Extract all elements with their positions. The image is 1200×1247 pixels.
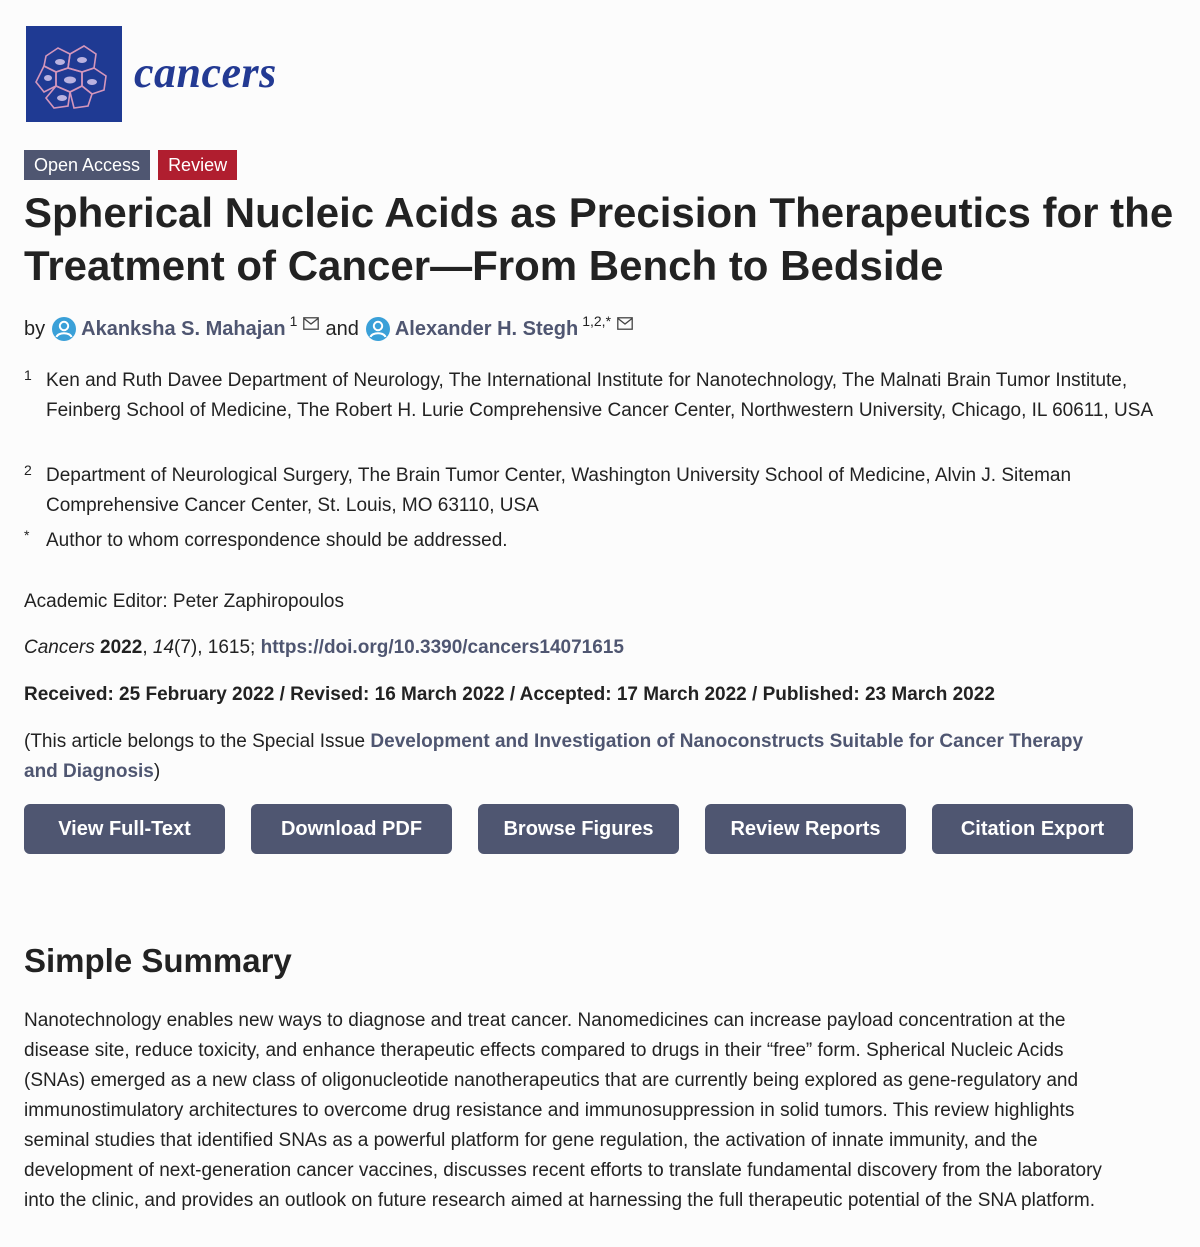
citation-year: 2022 <box>100 637 143 658</box>
citation-line: Cancers 2022, 14(7), 1615; https://doi.org/10.3390/cancers14071615 <box>24 637 624 658</box>
author-affiliation-sup: 1,2,* <box>582 313 612 329</box>
citation-journal: Cancers <box>24 637 95 658</box>
person-icon[interactable] <box>51 316 77 342</box>
special-issue-link-cont[interactable]: and Diagnosis <box>24 761 154 782</box>
summary-line: development of next-generation cancer vaccines, discusses recent efforts to translate fundamental discovery from the laboratory <box>24 1160 1102 1181</box>
affiliation <box>24 526 1174 556</box>
review-reports-button[interactable]: Review Reports <box>705 804 906 854</box>
summary-line: disease site, reduce toxicity, and enhance therapeutic effects compared to drugs in their “free” form. Spherical Nucleic Acids <box>24 1040 1064 1061</box>
email-icon[interactable] <box>303 317 319 330</box>
article-dates: Received: 25 February 2022 / Revised: 16 March 2022 / Accepted: 17 March 2022 / Published: 23 March 2022 <box>24 684 995 705</box>
affiliation <box>24 461 1174 521</box>
affiliation-number: 2 <box>24 462 32 478</box>
journal-name: cancers <box>134 47 277 97</box>
summary-line: seminal studies that identified SNAs as a powerful platform for gene regulation, the activation of innate immunity, and the <box>24 1130 1038 1151</box>
browse-figures-button[interactable]: Browse Figures <box>478 804 679 854</box>
simple-summary-heading: Simple Summary <box>24 942 292 979</box>
special-issue-prefix: (This article belongs to the Special Issue <box>24 731 371 752</box>
and-label: and <box>325 317 359 340</box>
view-full-text-button[interactable]: View Full-Text <box>24 804 225 854</box>
affiliation-text: Author to whom correspondence should be addressed. <box>46 530 508 551</box>
author-link-mahajan[interactable]: Akanksha S. Mahajan <box>81 317 286 340</box>
citation-export-button[interactable]: Citation Export <box>932 804 1133 854</box>
journal-logo[interactable] <box>26 26 277 122</box>
academic-editor: Academic Editor: Peter Zaphiropoulos <box>24 591 344 612</box>
affiliation-number: * <box>24 527 30 543</box>
summary-line: immunostimulatory architectures to overcome drug resistance and immunosuppression in solid tumors. This review highlights <box>24 1100 1075 1121</box>
affiliation-text: Ken and Ruth Davee Department of Neurology, The International Institute for Nanotechnology, The Malnati Brain Tumor Institute, Feinberg School of Medicine, The Robert H. Lurie Comprehensive Cancer Center, Northwestern University, Chicago, IL 60611, USA <box>46 370 1154 421</box>
cells-logo-icon <box>26 26 122 122</box>
summary-line: (SNAs) emerged as a new class of oligonucleotide nanotherapeutics that are currently being explored as gene-regulatory and <box>24 1070 1079 1091</box>
special-issue-line <box>24 727 1083 757</box>
review-badge: Review <box>158 150 237 180</box>
special-issue-link[interactable]: Development and Investigation of Nanoconstructs Suitable for Cancer Therapy <box>370 731 1084 752</box>
download-pdf-button[interactable]: Download PDF <box>251 804 452 854</box>
author-link-stegh[interactable]: Alexander H. Stegh <box>394 317 579 340</box>
article-title: Spherical Nucleic Acids as Precision Therapeutics for the Treatment of Cancer—From Bench to Bedside <box>24 189 1174 289</box>
affiliation-text: Department of Neurological Surgery, The Brain Tumor Center, Washington University School of Medicine, Alvin J. Siteman Comprehensive Cancer Center, St. Louis, MO 63110, USA <box>46 465 1072 516</box>
byline <box>24 313 633 342</box>
open-access-badge: Open Access <box>24 150 150 180</box>
article-badges <box>24 150 237 180</box>
special-issue-suffix: ) <box>153 761 161 782</box>
affiliation-number: 1 <box>24 367 32 383</box>
simple-summary-text <box>24 1006 1174 1216</box>
email-icon[interactable] <box>617 317 633 330</box>
summary-line: Nanotechnology enables new ways to diagnose and treat cancer. Nanomedicines can increase payload concentration at the <box>24 1010 1066 1031</box>
citation-volume: 14 <box>152 637 175 658</box>
doi-link[interactable]: https://doi.org/10.3390/cancers14071615 <box>260 637 624 658</box>
author-affiliation-sup: 1 <box>289 313 298 329</box>
person-icon[interactable] <box>365 316 391 342</box>
summary-line: into the clinic, and provides an outlook on future research aimed at harnessing the full therapeutic potential of the SNA platform. <box>24 1190 1095 1211</box>
special-issue-line-2 <box>24 757 160 787</box>
affiliation <box>24 366 1174 426</box>
article-action-buttons <box>24 804 1133 854</box>
citation-issue-pages: (7), 1615; <box>174 637 261 658</box>
by-label: by <box>24 317 46 340</box>
